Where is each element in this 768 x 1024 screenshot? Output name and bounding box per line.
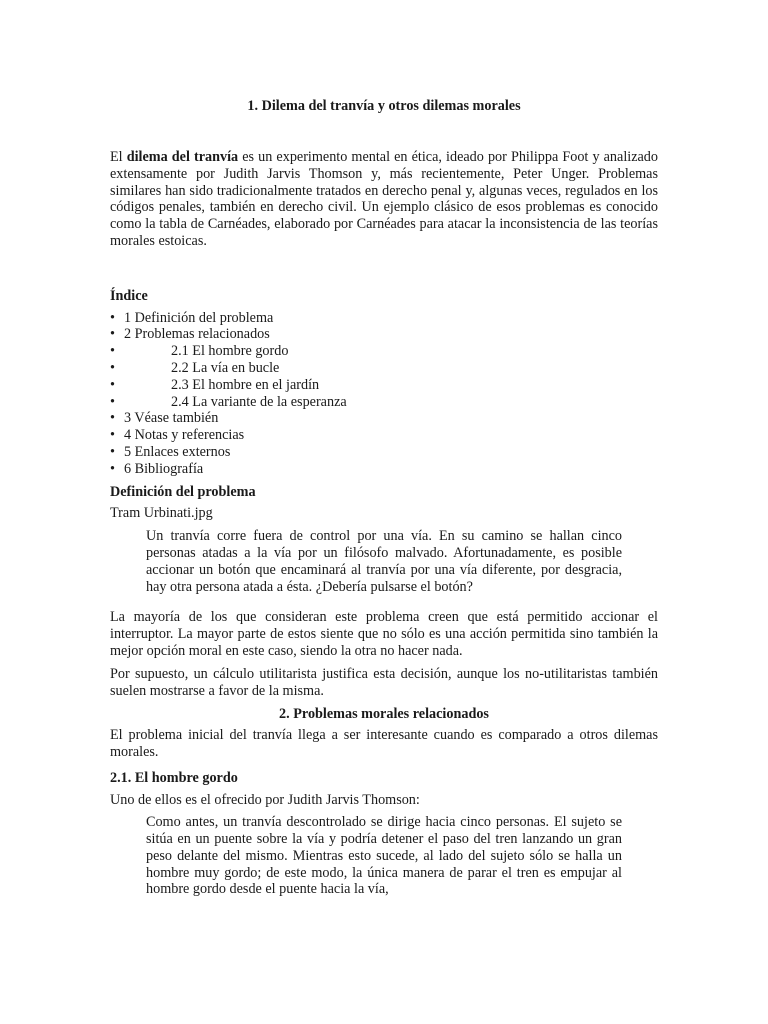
- toc-heading: Índice: [110, 287, 148, 304]
- definition-paragraph-1: La mayoría de los que consideran este problema creen que está permitido accionar el interruptor. La mayor parte de estos siente que no sólo es una acción permitida sino también la mejor opción moral en este caso, siendo la otra no hacer nada.: [110, 609, 658, 659]
- toc-item: • 2.3 El hombre en el jardín: [110, 376, 320, 393]
- definition-paragraph-2: Por supuesto, un cálculo utilitarista justifica esta decisión, aunque los no-utilitaristas también suelen mostrarse a favor de la misma.: [110, 665, 658, 699]
- bullet-icon: •: [110, 393, 115, 410]
- definition-quote: [146, 528, 622, 595]
- intro-rest: es un experimento mental en ética, ideado por Philippa Foot y analizado extensamente por Judith Jarvis Thomson y, más recientemente, Peter Unger. Problemas similares han sido tradicionalmente tratados en derecho penal y, algunas veces, regulados en los códigos penales, también en derecho civil. Un ejemplo clásico de esos problemas es conocido como la tabla de Carnéades, elaborado por Carnéades para atacar la inconsistencia de las teorías morales estoicas.: [110, 149, 658, 249]
- bullet-icon: •: [110, 410, 115, 427]
- section-2-1-paragraph: Uno de ellos es el ofrecido por Judith Jarvis Thomson:: [110, 791, 420, 808]
- section-2-1-quote-text: Como antes, un tranvía descontrolado se dirige hacia cinco personas. El sujeto se sitúa en un puente sobre la vía y podría detener el paso del tren lanzando un gran peso delante del mismo. Mientras esto sucede, al lado del sujeto sólo se halla un hombre muy gordo; de este modo, la única manera de parar el tren es empujar al hombre gordo desde el puente hacia la vía,: [146, 814, 622, 898]
- document-page: [110, 98, 658, 912]
- section-2-1-quote: [146, 814, 622, 898]
- toc-item: • 2.4 La variante de la esperanza: [110, 393, 347, 410]
- section-2-heading: 2. Problemas morales relacionados: [279, 706, 489, 723]
- bullet-icon: •: [110, 326, 115, 343]
- bullet-icon: •: [110, 343, 115, 360]
- toc-item: • 3 Véase también: [110, 410, 219, 427]
- bullet-icon: •: [110, 376, 115, 393]
- bullet-icon: •: [110, 359, 115, 376]
- table-of-contents: [110, 310, 658, 478]
- intro-lead: El: [110, 149, 127, 165]
- toc-item: • 6 Bibliografía: [110, 460, 204, 477]
- document-title: 1. Dilema del tranvía y otros dilemas morales: [247, 98, 521, 114]
- intro-bold-term: dilema del tranvía: [126, 149, 239, 165]
- bullet-icon: •: [110, 427, 115, 444]
- bullet-icon: •: [110, 460, 115, 477]
- toc-item: • 2 Problemas relacionados: [110, 326, 270, 343]
- definition-quote-text: Un tranvía corre fuera de control por una vía. En su camino se hallan cinco personas atadas a la vía por un filósofo malvado. Afortunadamente, es posible accionar un botón que encaminará al tranvía por una vía diferente, por desgracia, hay otra persona atada a ésta. ¿Debería pulsarse el botón?: [146, 528, 622, 595]
- section-2-paragraph: El problema inicial del tranvía llega a ser interesante cuando es comparado a otros dilemas morales.: [110, 727, 658, 760]
- bullet-icon: •: [110, 309, 115, 326]
- image-caption: Tram Urbinati.jpg: [110, 505, 213, 522]
- toc-item: • 5 Enlaces externos: [110, 443, 231, 460]
- intro-paragraph: [110, 149, 658, 250]
- toc-item: • 4 Notas y referencias: [110, 427, 245, 444]
- bullet-icon: •: [110, 443, 115, 460]
- section-2-1-heading: 2.1. El hombre gordo: [110, 769, 238, 786]
- toc-item: • 1 Definición del problema: [110, 309, 274, 326]
- toc-item: • 2.2 La vía en bucle: [110, 359, 280, 376]
- toc-item: • 2.1 El hombre gordo: [110, 343, 289, 360]
- definition-heading: Definición del problema: [110, 483, 256, 500]
